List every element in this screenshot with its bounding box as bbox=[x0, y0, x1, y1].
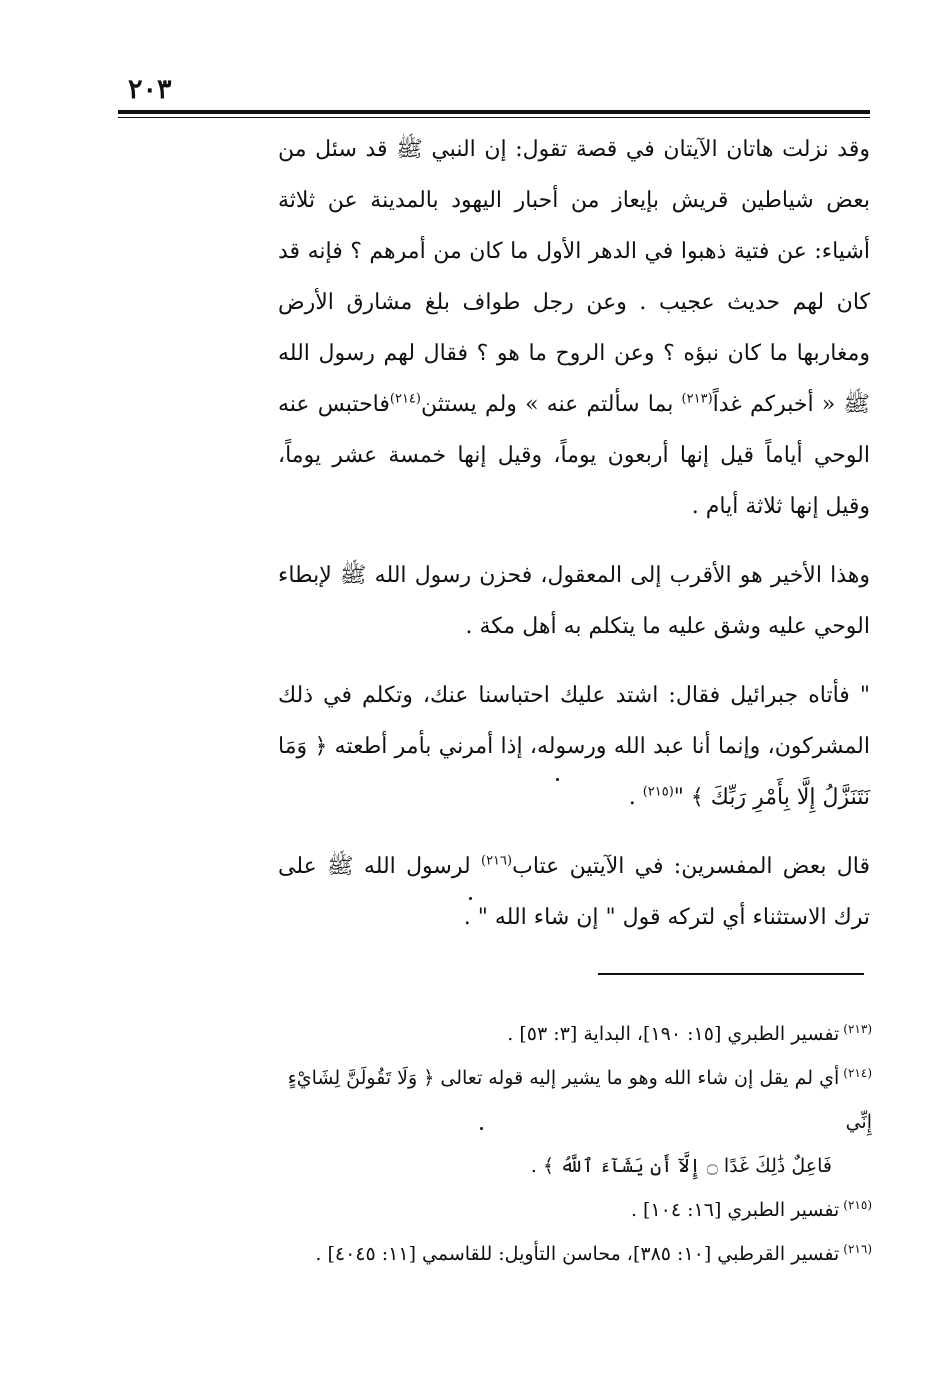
footnote-number: (٢١٥) bbox=[843, 1197, 872, 1212]
footnote-214-continued: فَاعِلٌ ذَٰلِكَ غَدًا ۝ إِلَّآ أَن يَشَآءَ ٱللَّهُ ﴾ . bbox=[530, 1155, 832, 1177]
paragraph-1 bbox=[278, 124, 870, 532]
paragraph-1-text-c: فاحتبس عنه الوحي أياماً قيل إنها أربعون يوماً، وقيل إنها خمسة عشر يوماً، وقيل إنها ثلاثة أيام . bbox=[278, 392, 870, 519]
footnote-text: تفسير الطبري [١٥: ١٩٠]، البداية [٣: ٥٣] . bbox=[507, 1023, 840, 1045]
footnote-number: (٢١٦) bbox=[843, 1241, 872, 1256]
footnote-separator bbox=[598, 973, 864, 975]
ref-214: (٢١٤) bbox=[389, 391, 421, 407]
paragraph-3-text: " فأتاه جبرائيل فقال: اشتد عليك احتباسنا عنك، وتكلم في ذلك المشركون، وإنما أنا عبد الله ورسوله، إذا أمرني بأمر أطعته ﴿ وَمَا نَتَنَزَّلُ إِلَّا بِأَمْرِ رَبِّكَ ﴾ " bbox=[278, 683, 870, 810]
footnote-215 bbox=[278, 1188, 872, 1232]
footnotes bbox=[278, 1012, 872, 1276]
footnote-text: تفسير الطبري [١٦: ١٠٤] . bbox=[630, 1199, 840, 1221]
ref-215: (٢١٥) bbox=[642, 784, 674, 800]
ref-216: (٢١٦) bbox=[481, 853, 513, 869]
paragraph-4 bbox=[278, 841, 870, 943]
footnote-216 bbox=[278, 1232, 872, 1276]
paragraph-1-text-a: وقد نزلت هاتان الآيتان في قصة تقول: إن النبي ﷺ قد سئل من بعض شياطين قريش بإيعاز من أحبار اليهود بالمدينة عن ثلاثة أشياء: عن فتية ذهبوا في الدهر الأول ما كان من أمرهم ؟ فإنه قد كان لهم حديث عجيب . وعن رجل طواف بلغ مشارق الأرض ومغاربها ما كان نبؤه ؟ وعن الروح ما هو ؟ فقال لهم رسول الله ﷺ « أخبركم غداً bbox=[278, 137, 870, 417]
footnote-text: تفسير القرطبي [١٠: ٣٨٥]، محاسن التأويل: للقاسمي [١١: ٤٠٤٥] . bbox=[315, 1243, 840, 1265]
footnote-text: أي لم يقل إن شاء الله وهو ما يشير إليه قوله تعالى ﴿ وَلَا تَقُولَنَّ لِشَايْءٍ إِنِّي bbox=[287, 1067, 872, 1133]
scan-speck bbox=[480, 1127, 483, 1130]
footnote-number: (٢١٤) bbox=[843, 1065, 872, 1080]
paragraph-2: وهذا الأخير هو الأقرب إلى المعقول، فحزن رسول الله ﷺ لإبطاء الوحي عليه وشق عليه ما يتكلم به أهل مكة . bbox=[278, 563, 870, 639]
footnote-214 bbox=[278, 1056, 872, 1144]
header-rule bbox=[118, 110, 870, 114]
ref-213: (٢١٣) bbox=[681, 391, 713, 407]
footnote-number: (٢١٣) bbox=[843, 1021, 872, 1036]
paragraph-4-text-b: لرسول الله ﷺ على ترك الاستثناء أي لتركه قول " إن شاء الله " . bbox=[278, 854, 870, 930]
scan-speck bbox=[469, 897, 472, 900]
main-text bbox=[278, 124, 870, 943]
footnote-213 bbox=[278, 1012, 872, 1056]
paragraph-3 bbox=[278, 670, 870, 823]
page-number: ٢٠٣ bbox=[128, 74, 172, 105]
paragraph-4-text-a: قال بعض المفسرين: في الآيتين عتاب bbox=[512, 854, 870, 879]
scan-speck bbox=[556, 778, 559, 781]
paragraph-1-text-b: بما سألتم عنه » ولم يستثن bbox=[421, 392, 674, 417]
paragraph-3-end: . bbox=[628, 785, 643, 810]
